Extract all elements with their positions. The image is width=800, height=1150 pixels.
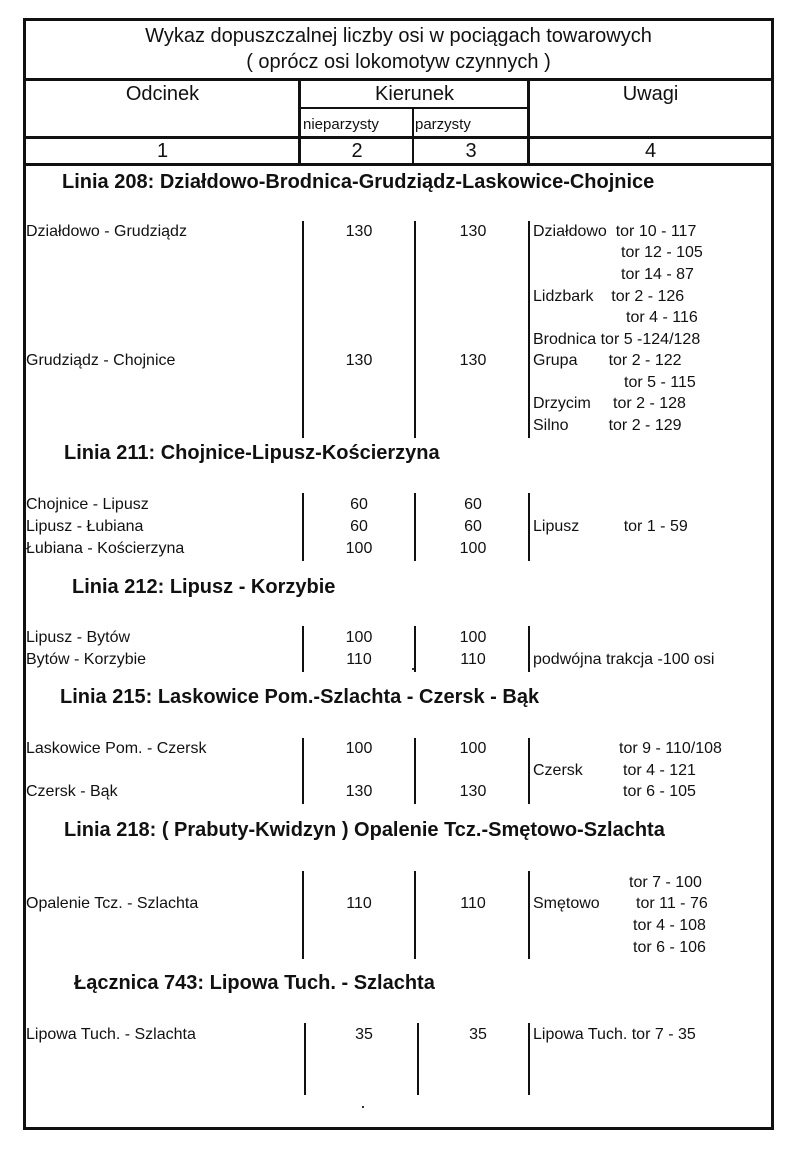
section-title: Linia 211: Chojnice-Lipusz-Kościerzyna: [64, 442, 440, 464]
col-separator: [414, 221, 416, 438]
header-uwagi: Uwagi: [622, 83, 679, 105]
note-line: podwójna trakcja -100 osi: [533, 651, 715, 668]
col-separator: [528, 1023, 530, 1095]
row-nieparzysty: 130: [345, 352, 373, 369]
row-odcinek: Laskowice Pom. - Czersk: [26, 740, 207, 757]
row-parzysty: 110: [460, 895, 486, 912]
header-kierunek: Kierunek: [375, 83, 454, 105]
col-separator: [304, 1023, 306, 1095]
row-odcinek: Działdowo - Grudziądz: [26, 223, 187, 240]
col-separator: [417, 1023, 419, 1095]
section-title: Linia 212: Lipusz - Korzybie: [72, 576, 336, 598]
row-odcinek: Chojnice - Lipusz: [26, 496, 149, 513]
row-nieparzysty: 110: [346, 895, 372, 912]
header-vline-3: [527, 78, 530, 166]
row-parzysty: 60: [464, 496, 482, 513]
row-odcinek: Opalenie Tcz. - Szlachta: [26, 895, 199, 912]
row-nieparzysty: 130: [345, 223, 373, 240]
col-number-2: 2: [351, 140, 363, 162]
header-divider: [26, 136, 771, 139]
scan-speck: [412, 668, 414, 670]
header-odcinek: Odcinek: [125, 83, 200, 105]
header-vline-1: [298, 78, 301, 166]
note-line: tor 9 - 110/108: [619, 740, 722, 757]
row-parzysty: 100: [459, 540, 487, 557]
col-number-3: 3: [465, 140, 477, 162]
note-line: tor 12 - 105: [621, 244, 703, 261]
row-nieparzysty: 130: [345, 783, 373, 800]
scan-speck: [362, 1106, 364, 1108]
header-nieparzysty: nieparzysty: [303, 116, 379, 133]
note-line: tor 11 - 76: [636, 895, 708, 912]
document-subtitle: ( oprócz osi lokomotyw czynnych ): [246, 51, 551, 73]
note-line: tor 14 - 87: [621, 266, 694, 283]
note-line: Lidzbark tor 2 - 126: [533, 288, 685, 305]
note-line: tor 4 - 108: [633, 917, 706, 934]
note-line: tor 4 - 121: [623, 762, 696, 779]
section-title: Linia 208: Działdowo-Brodnica-Grudziądz-Laskowice-Chojnice: [62, 171, 655, 193]
row-parzysty: 110: [460, 651, 486, 668]
col-separator: [414, 871, 416, 959]
note-line: Brodnica tor 5 -124/128: [533, 331, 701, 348]
note-line: Drzycim tor 2 - 128: [533, 395, 686, 412]
col-separator: [302, 221, 304, 438]
document-title: Wykaz dopuszczalnej liczby osi w pociągach towarowych: [145, 25, 652, 47]
row-parzysty: 35: [469, 1026, 487, 1043]
header-vline-2: [412, 108, 414, 166]
note-line: Działdowo tor 10 - 117: [533, 223, 697, 240]
row-nieparzysty: 60: [350, 496, 368, 513]
row-odcinek: Bytów - Korzybie: [26, 651, 147, 668]
row-nieparzysty: 35: [355, 1026, 373, 1043]
row-odcinek: Lipusz - Łubiana: [26, 518, 144, 535]
row-nieparzysty: 110: [346, 651, 372, 668]
col-separator: [414, 738, 416, 804]
row-odcinek: Grudziądz - Chojnice: [26, 352, 176, 369]
header-parzysty: parzysty: [415, 116, 471, 133]
section-title: Łącznica 743: Lipowa Tuch. - Szlachta: [74, 972, 435, 994]
row-parzysty: 130: [459, 783, 487, 800]
title-divider: [26, 78, 771, 81]
row-odcinek: Czersk - Bąk: [26, 783, 118, 800]
col-separator: [528, 871, 530, 959]
note-line: tor 7 - 100: [629, 874, 702, 891]
col-number-1: 1: [156, 140, 169, 162]
row-parzysty: 100: [459, 629, 487, 646]
row-nieparzysty: 100: [345, 540, 373, 557]
col-separator: [302, 493, 304, 561]
col-separator: [302, 738, 304, 804]
note-line: tor 4 - 116: [626, 309, 698, 326]
col-separator: [302, 626, 304, 672]
col-separator: [528, 738, 530, 804]
col-number-4: 4: [644, 140, 657, 162]
row-parzysty: 130: [459, 223, 487, 240]
note-line: Lipusz tor 1 - 59: [533, 518, 688, 535]
row-nieparzysty: 100: [345, 629, 373, 646]
row-parzysty: 130: [459, 352, 487, 369]
note-line: Czersk: [533, 762, 583, 779]
row-nieparzysty: 100: [345, 740, 373, 757]
row-parzysty: 60: [464, 518, 482, 535]
col-separator: [414, 493, 416, 561]
col-separator: [528, 626, 530, 672]
col-separator: [302, 871, 304, 959]
col-separator: [414, 626, 416, 672]
note-line: tor 6 - 106: [633, 939, 706, 956]
document-frame: [23, 18, 774, 1130]
note-line: tor 5 - 115: [624, 374, 696, 391]
section-title: Linia 215: Laskowice Pom.-Szlachta - Czersk - Bąk: [60, 686, 540, 708]
kierunek-divider: [299, 107, 530, 109]
row-nieparzysty: 60: [350, 518, 368, 535]
col-separator: [528, 221, 530, 438]
row-parzysty: 100: [459, 740, 487, 757]
note-line: Lipowa Tuch. tor 7 - 35: [533, 1026, 696, 1043]
note-line: tor 6 - 105: [623, 783, 696, 800]
note-line: Smętowo: [533, 895, 600, 912]
row-odcinek: Łubiana - Kościerzyna: [26, 540, 185, 557]
section-title: Linia 218: ( Prabuty-Kwidzyn ) Opalenie Tcz.-Smętowo-Szlachta: [64, 819, 665, 841]
col-separator: [528, 493, 530, 561]
note-line: Silno tor 2 - 129: [533, 417, 682, 434]
row-odcinek: Lipowa Tuch. - Szlachta: [26, 1026, 196, 1043]
row-odcinek: Lipusz - Bytów: [26, 629, 131, 646]
numbers-divider: [26, 163, 771, 166]
note-line: Grupa tor 2 - 122: [533, 352, 682, 369]
